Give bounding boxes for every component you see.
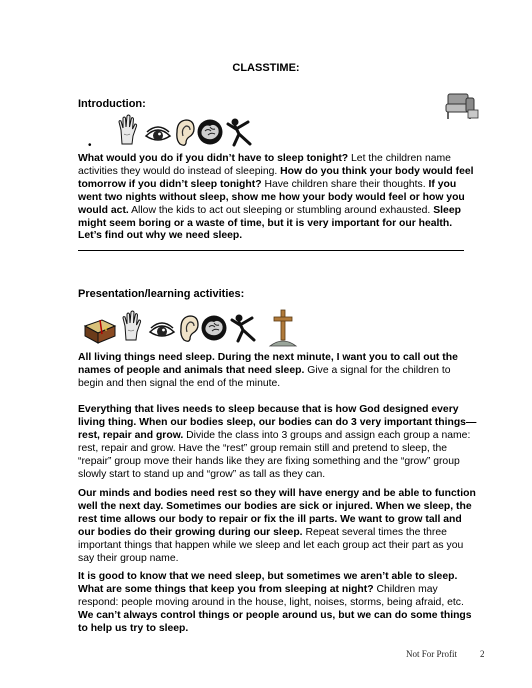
hand-icon xyxy=(116,114,140,146)
presentation-paragraph-1 xyxy=(78,352,478,391)
intro-icon-row xyxy=(78,112,278,158)
text-run: We can’t always control things or people around us, but we can do some things to help us try to sleep. xyxy=(78,609,472,634)
brain-icon xyxy=(200,314,228,342)
presentation-paragraph-4 xyxy=(78,571,478,636)
text-run: Let the children name activities they would do instead of sleeping. xyxy=(78,153,451,177)
eye-icon xyxy=(148,322,176,340)
brain-icon xyxy=(196,118,224,146)
text-run: Divide the class into 3 groups and assign each group a name: rest, repair and grow. Have the “rest” group remain still and pretend to sleep, the “repair” group move their hands like they are fixing something and the “grow” group slowly start to stand up and “grow” as tall as they can. xyxy=(78,429,471,480)
presentation-paragraph-3 xyxy=(78,488,478,565)
intro-heading: Introduction: xyxy=(78,98,146,110)
text-run: Sleep might seem boring or a waste of time, but it is very important for our health. Let’s find out why we need sleep. xyxy=(78,204,461,242)
intro-paragraph xyxy=(78,153,478,243)
text-run: It is good to know that we need sleep, but sometimes we aren’t able to sleep. What are some things that keep you from sleeping at night? xyxy=(78,571,458,595)
eye-icon xyxy=(144,126,172,144)
section-divider xyxy=(78,250,464,251)
text-run: Our minds and bodies need rest so they will have energy and be able to function well the next day. Sometimes our bodies are sick or injured. When we sleep, the rest time allows our body to repair or fix the ill parts. We want to grow tall and our bodies do their growing during our sleep. xyxy=(78,488,476,538)
text-run: If you went two nights without sleep, show me how your body would feel or how you would act. xyxy=(78,178,465,216)
stretching-figure-icon xyxy=(230,312,264,344)
presentation-paragraph-2 xyxy=(78,404,478,481)
ear-icon xyxy=(178,314,200,344)
bullet-dot: • xyxy=(88,140,92,151)
text-run: What would you do if you didn’t have to sleep tonight? xyxy=(78,153,349,164)
presentation-icon-row xyxy=(78,308,318,354)
page-number: 2 xyxy=(480,649,485,659)
bible-icon xyxy=(82,316,118,346)
text-run: Children may respond: people moving around in the house, light, noises, storms, being afraid, etc. xyxy=(78,583,464,608)
text-run: Repeat several times the three important things that happen while we sleep and let each group act their part as you say their group name. xyxy=(78,526,464,564)
text-run: Everything that lives needs to sleep because that is how God designed every living thing. When our bodies sleep, our bodies can do 3 very important things—rest, repair and grow. xyxy=(78,404,477,441)
text-run: All living things need sleep. During the next minute, I want you to call out the names of people and animals that need sleep. xyxy=(78,352,458,376)
hand-icon xyxy=(120,310,144,342)
presentation-heading: Presentation/learning activities: xyxy=(78,288,245,300)
stretching-figure-icon xyxy=(226,116,260,148)
footer-note: Not For Profit xyxy=(406,649,458,659)
text-run: Allow the kids to act out sleeping or stumbling around exhausted. xyxy=(128,204,434,216)
ear-icon xyxy=(174,118,196,148)
text-run: How do you think your body would feel tomorrow if you didn’t sleep tonight? xyxy=(78,165,474,190)
page-title: CLASSTIME: xyxy=(232,62,300,74)
text-run: Have children share their thoughts. xyxy=(261,178,429,190)
cross-icon xyxy=(268,308,298,348)
armchair-icon xyxy=(444,92,480,122)
text-run: Give a signal for the children to begin and then signal the end of the minute. xyxy=(78,364,451,389)
